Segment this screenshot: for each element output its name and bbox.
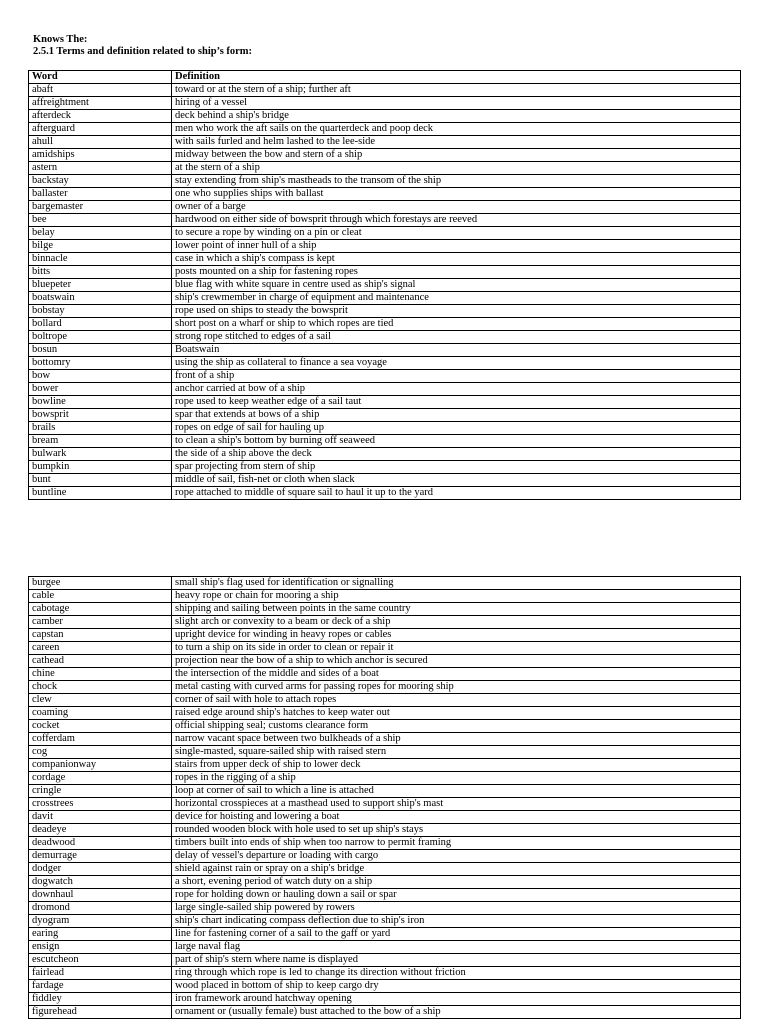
term-cell: careen bbox=[29, 642, 172, 655]
definition-cell: using the ship as collateral to finance a sea voyage bbox=[172, 357, 741, 370]
glossary-table-1-body bbox=[29, 84, 741, 500]
table-row bbox=[29, 253, 741, 266]
term-cell: downhaul bbox=[29, 889, 172, 902]
definition-cell: timbers built into ends of ship when too narrow to permit framing bbox=[172, 837, 741, 850]
definition-cell: part of ship's stern where name is displayed bbox=[172, 954, 741, 967]
table-row bbox=[29, 162, 741, 175]
definition-cell: large single-sailed ship powered by rowers bbox=[172, 902, 741, 915]
table-row bbox=[29, 824, 741, 837]
table-row bbox=[29, 642, 741, 655]
definition-cell: the intersection of the middle and sides of a boat bbox=[172, 668, 741, 681]
table-row bbox=[29, 811, 741, 824]
definition-cell: with sails furled and helm lashed to the lee-side bbox=[172, 136, 741, 149]
term-cell: bow bbox=[29, 370, 172, 383]
term-cell: cocket bbox=[29, 720, 172, 733]
table-row bbox=[29, 435, 741, 448]
term-cell: bitts bbox=[29, 266, 172, 279]
definition-cell: shield against rain or spray on a ship's bridge bbox=[172, 863, 741, 876]
table-row bbox=[29, 941, 741, 954]
definition-cell: to clean a ship's bottom by burning off seaweed bbox=[172, 435, 741, 448]
table-row bbox=[29, 474, 741, 487]
term-cell: bilge bbox=[29, 240, 172, 253]
table-row bbox=[29, 590, 741, 603]
term-cell: ahull bbox=[29, 136, 172, 149]
table-row bbox=[29, 915, 741, 928]
term-cell: bollard bbox=[29, 318, 172, 331]
term-cell: bream bbox=[29, 435, 172, 448]
table-row bbox=[29, 344, 741, 357]
definition-cell: rope attached to middle of square sail to haul it up to the yard bbox=[172, 487, 741, 500]
term-cell: afterguard bbox=[29, 123, 172, 136]
table-row bbox=[29, 980, 741, 993]
definition-cell: lower point of inner hull of a ship bbox=[172, 240, 741, 253]
term-cell: bowsprit bbox=[29, 409, 172, 422]
definition-cell: ship's crewmember in charge of equipment and maintenance bbox=[172, 292, 741, 305]
definition-cell: small ship's flag used for identification or signalling bbox=[172, 577, 741, 590]
definition-cell: rope used to keep weather edge of a sail taut bbox=[172, 396, 741, 409]
table-row bbox=[29, 305, 741, 318]
table-row bbox=[29, 746, 741, 759]
term-cell: ballaster bbox=[29, 188, 172, 201]
word-column-header: Word bbox=[29, 71, 172, 84]
table-row bbox=[29, 409, 741, 422]
term-cell: deadeye bbox=[29, 824, 172, 837]
table-row bbox=[29, 954, 741, 967]
definition-cell: posts mounted on a ship for fastening ropes bbox=[172, 266, 741, 279]
definition-cell: Boatswain bbox=[172, 344, 741, 357]
term-cell: amidships bbox=[29, 149, 172, 162]
term-cell: affreightment bbox=[29, 97, 172, 110]
definition-cell: ship's chart indicating compass deflection due to ship's iron bbox=[172, 915, 741, 928]
term-cell: capstan bbox=[29, 629, 172, 642]
table-row bbox=[29, 733, 741, 746]
definition-cell: midway between the bow and stern of a ship bbox=[172, 149, 741, 162]
term-cell: ensign bbox=[29, 941, 172, 954]
definition-cell: spar projecting from stern of ship bbox=[172, 461, 741, 474]
term-cell: bunt bbox=[29, 474, 172, 487]
definition-cell: line for fastening corner of a sail to the gaff or yard bbox=[172, 928, 741, 941]
term-cell: clew bbox=[29, 694, 172, 707]
table-row bbox=[29, 240, 741, 253]
table-row bbox=[29, 889, 741, 902]
table-row bbox=[29, 772, 741, 785]
term-cell: binnacle bbox=[29, 253, 172, 266]
table-row bbox=[29, 266, 741, 279]
table-row bbox=[29, 448, 741, 461]
term-cell: bulwark bbox=[29, 448, 172, 461]
definition-cell: wood placed in bottom of ship to keep cargo dry bbox=[172, 980, 741, 993]
glossary-table-1 bbox=[28, 70, 741, 500]
term-cell: fairlead bbox=[29, 967, 172, 980]
table-row bbox=[29, 759, 741, 772]
table-row bbox=[29, 863, 741, 876]
glossary-table-2 bbox=[28, 576, 741, 1019]
table-row bbox=[29, 175, 741, 188]
glossary-table-2-body bbox=[29, 577, 741, 1019]
term-cell: bosun bbox=[29, 344, 172, 357]
definition-cell: metal casting with curved arms for passing ropes for mooring ship bbox=[172, 681, 741, 694]
table-row bbox=[29, 227, 741, 240]
table-row bbox=[29, 318, 741, 331]
definition-cell: case in which a ship's compass is kept bbox=[172, 253, 741, 266]
table-row bbox=[29, 850, 741, 863]
table-row bbox=[29, 84, 741, 97]
term-cell: bowline bbox=[29, 396, 172, 409]
definition-cell: iron framework around hatchway opening bbox=[172, 993, 741, 1006]
term-cell: astern bbox=[29, 162, 172, 175]
term-cell: bluepeter bbox=[29, 279, 172, 292]
definition-cell: stairs from upper deck of ship to lower deck bbox=[172, 759, 741, 772]
term-cell: boatswain bbox=[29, 292, 172, 305]
definition-cell: to turn a ship on its side in order to clean or repair it bbox=[172, 642, 741, 655]
definition-cell: official shipping seal; customs clearance form bbox=[172, 720, 741, 733]
table-row bbox=[29, 292, 741, 305]
term-cell: cathead bbox=[29, 655, 172, 668]
table-row bbox=[29, 655, 741, 668]
table-header-row bbox=[29, 71, 741, 84]
table-row bbox=[29, 603, 741, 616]
term-cell: bumpkin bbox=[29, 461, 172, 474]
definition-cell: to secure a rope by winding on a pin or cleat bbox=[172, 227, 741, 240]
definition-cell: rope for holding down or hauling down a sail or spar bbox=[172, 889, 741, 902]
term-cell: dromond bbox=[29, 902, 172, 915]
term-cell: cofferdam bbox=[29, 733, 172, 746]
definition-cell: anchor carried at bow of a ship bbox=[172, 383, 741, 396]
table-row bbox=[29, 1006, 741, 1019]
table-row bbox=[29, 577, 741, 590]
definition-cell: spar that extends at bows of a ship bbox=[172, 409, 741, 422]
definition-cell: the side of a ship above the deck bbox=[172, 448, 741, 461]
definition-cell: middle of sail, fish-net or cloth when slack bbox=[172, 474, 741, 487]
term-cell: brails bbox=[29, 422, 172, 435]
definition-cell: heavy rope or chain for mooring a ship bbox=[172, 590, 741, 603]
definition-cell: hardwood on either side of bowsprit through which forestays are reeved bbox=[172, 214, 741, 227]
table-row bbox=[29, 188, 741, 201]
term-cell: cringle bbox=[29, 785, 172, 798]
table-row bbox=[29, 201, 741, 214]
term-cell: crosstrees bbox=[29, 798, 172, 811]
term-cell: fiddley bbox=[29, 993, 172, 1006]
table-row bbox=[29, 616, 741, 629]
term-cell: demurrage bbox=[29, 850, 172, 863]
table-row bbox=[29, 214, 741, 227]
table-row bbox=[29, 668, 741, 681]
table-row bbox=[29, 149, 741, 162]
table-row bbox=[29, 461, 741, 474]
definition-cell: large naval flag bbox=[172, 941, 741, 954]
definition-cell: toward or at the stern of a ship; further aft bbox=[172, 84, 741, 97]
definition-cell: men who work the aft sails on the quarterdeck and poop deck bbox=[172, 123, 741, 136]
term-cell: burgee bbox=[29, 577, 172, 590]
definition-column-header: Definition bbox=[172, 71, 741, 84]
definition-cell: single-masted, square-sailed ship with raised stern bbox=[172, 746, 741, 759]
table-row bbox=[29, 876, 741, 889]
table-row bbox=[29, 396, 741, 409]
definition-cell: delay of vessel's departure or loading with cargo bbox=[172, 850, 741, 863]
term-cell: escutcheon bbox=[29, 954, 172, 967]
term-cell: earing bbox=[29, 928, 172, 941]
definition-cell: rounded wooden block with hole used to set up ship's stays bbox=[172, 824, 741, 837]
table-row bbox=[29, 785, 741, 798]
table-row bbox=[29, 902, 741, 915]
table-row bbox=[29, 422, 741, 435]
table-row bbox=[29, 694, 741, 707]
page-heading: Knows The: bbox=[33, 34, 88, 45]
table-row bbox=[29, 487, 741, 500]
term-cell: cordage bbox=[29, 772, 172, 785]
table-row bbox=[29, 928, 741, 941]
definition-cell: stay extending from ship's mastheads to the transom of the ship bbox=[172, 175, 741, 188]
definition-cell: slight arch or convexity to a beam or deck of a ship bbox=[172, 616, 741, 629]
table-row bbox=[29, 279, 741, 292]
term-cell: boltrope bbox=[29, 331, 172, 344]
definition-cell: owner of a barge bbox=[172, 201, 741, 214]
definition-cell: one who supplies ships with ballast bbox=[172, 188, 741, 201]
table-row bbox=[29, 383, 741, 396]
table-row bbox=[29, 123, 741, 136]
term-cell: abaft bbox=[29, 84, 172, 97]
term-cell: coaming bbox=[29, 707, 172, 720]
term-cell: chock bbox=[29, 681, 172, 694]
definition-cell: ornament or (usually female) bust attached to the bow of a ship bbox=[172, 1006, 741, 1019]
definition-cell: shipping and sailing between points in the same country bbox=[172, 603, 741, 616]
definition-cell: blue flag with white square in centre used as ship's signal bbox=[172, 279, 741, 292]
table-row bbox=[29, 837, 741, 850]
term-cell: dogwatch bbox=[29, 876, 172, 889]
term-cell: bottomry bbox=[29, 357, 172, 370]
definition-cell: ring through which rope is led to change its direction without friction bbox=[172, 967, 741, 980]
definition-cell: ropes on edge of sail for hauling up bbox=[172, 422, 741, 435]
definition-cell: front of a ship bbox=[172, 370, 741, 383]
table-row bbox=[29, 720, 741, 733]
definition-cell: raised edge around ship's hatches to keep water out bbox=[172, 707, 741, 720]
definition-cell: narrow vacant space between two bulkheads of a ship bbox=[172, 733, 741, 746]
definition-cell: at the stern of a ship bbox=[172, 162, 741, 175]
term-cell: camber bbox=[29, 616, 172, 629]
table-row bbox=[29, 110, 741, 123]
definition-cell: strong rope stitched to edges of a sail bbox=[172, 331, 741, 344]
term-cell: cable bbox=[29, 590, 172, 603]
term-cell: davit bbox=[29, 811, 172, 824]
table-row bbox=[29, 97, 741, 110]
definition-cell: projection near the bow of a ship to which anchor is secured bbox=[172, 655, 741, 668]
table-row bbox=[29, 798, 741, 811]
table-row bbox=[29, 136, 741, 149]
term-cell: bower bbox=[29, 383, 172, 396]
table-row bbox=[29, 357, 741, 370]
table-row bbox=[29, 993, 741, 1006]
term-cell: figurehead bbox=[29, 1006, 172, 1019]
section-title: 2.5.1 Terms and definition related to ship’s form: bbox=[33, 46, 253, 57]
definition-cell: deck behind a ship's bridge bbox=[172, 110, 741, 123]
definition-cell: ropes in the rigging of a ship bbox=[172, 772, 741, 785]
table-row bbox=[29, 331, 741, 344]
term-cell: bobstay bbox=[29, 305, 172, 318]
definition-cell: hiring of a vessel bbox=[172, 97, 741, 110]
term-cell: dodger bbox=[29, 863, 172, 876]
term-cell: cabotage bbox=[29, 603, 172, 616]
term-cell: bargemaster bbox=[29, 201, 172, 214]
term-cell: bee bbox=[29, 214, 172, 227]
definition-cell: short post on a wharf or ship to which ropes are tied bbox=[172, 318, 741, 331]
term-cell: companionway bbox=[29, 759, 172, 772]
table-row bbox=[29, 707, 741, 720]
term-cell: cog bbox=[29, 746, 172, 759]
definition-cell: upright device for winding in heavy ropes or cables bbox=[172, 629, 741, 642]
term-cell: afterdeck bbox=[29, 110, 172, 123]
table-row bbox=[29, 967, 741, 980]
term-cell: deadwood bbox=[29, 837, 172, 850]
table-row bbox=[29, 681, 741, 694]
definition-cell: device for hoisting and lowering a boat bbox=[172, 811, 741, 824]
definition-cell: horizontal crosspieces at a masthead used to support ship's mast bbox=[172, 798, 741, 811]
definition-cell: loop at corner of sail to which a line is attached bbox=[172, 785, 741, 798]
term-cell: backstay bbox=[29, 175, 172, 188]
table-row bbox=[29, 629, 741, 642]
term-cell: buntline bbox=[29, 487, 172, 500]
term-cell: dyogram bbox=[29, 915, 172, 928]
definition-cell: rope used on ships to steady the bowsprit bbox=[172, 305, 741, 318]
term-cell: fardage bbox=[29, 980, 172, 993]
term-cell: belay bbox=[29, 227, 172, 240]
definition-cell: a short, evening period of watch duty on a ship bbox=[172, 876, 741, 889]
definition-cell: corner of sail with hole to attach ropes bbox=[172, 694, 741, 707]
table-row bbox=[29, 370, 741, 383]
term-cell: chine bbox=[29, 668, 172, 681]
